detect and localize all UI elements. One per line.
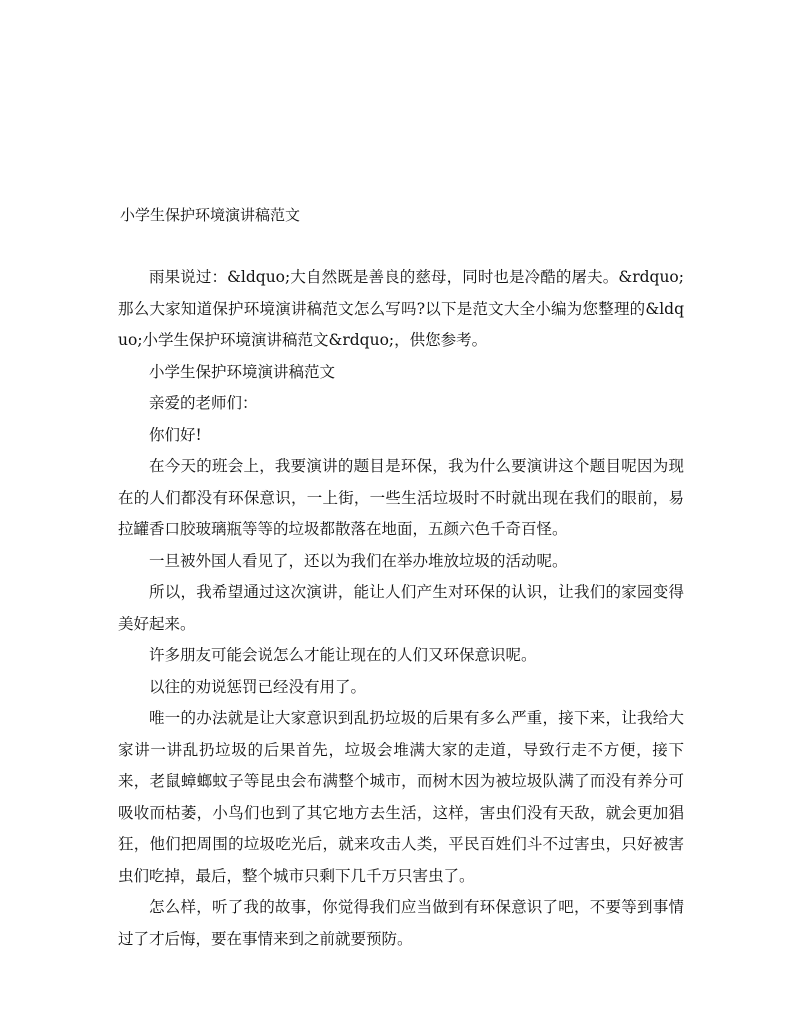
paragraph-past-methods: 以往的劝说惩罚已经没有用了。 [149,677,367,696]
paragraph-topic: 在今天的班会上，我要演讲的题目是环保，我为什么要演讲这个题目呢因为现在的人们都没有环保意识，一上街，一些生活垃圾时不时就出现在我们的眼前，易拉罐香口胶玻璃瓶等等的垃圾都散落在地面，五颜六色千奇百怪。 [118,457,684,538]
paragraph-foreigners: 一旦被外国人看见了，还以为我们在举办堆放垃圾的活动呢。 [149,551,568,570]
paragraph-salutation: 亲爱的老师们： [149,394,258,412]
paragraph-conclusion: 怎么样，听了我的故事，你觉得我们应当做到有环保意识了吧，不要等到事情过了才后悔，要在事情来到之前就要预防。 [118,898,684,948]
paragraph-consequences: 唯一的办法就是让大家意识到乱扔垃圾的后果有多么严重，接下来，让我给大家讲一讲乱扔垃圾的后果首先，垃圾会堆满大家的走道，导致行走不方便，接下来，老鼠蟑螂蚊子等昆虫会布满整个城市，而树木因为被垃圾队满了而没有养分可吸收而枯萎，小鸟们也到了其它地方去生活，这样，害虫们没有天敌，就会更加猖狂，他们把周围的垃圾吃光后，就来攻击人类，平民百姓们斗不过害虫，只好被害虫们吃掉，最后，整个城市只剩下几千万只害虫了。 [118,709,684,885]
paragraph-greeting: 你们好! [149,425,202,444]
paragraph-hope: 所以，我希望通过这次演讲，能让人们产生对环保的认识，让我们的家园变得美好起来。 [118,583,684,633]
paragraph-intro: 雨果说过：&ldquo;大自然既是善良的慈母，同时也是冷酷的屠夫。&rdquo;那么大家知道保护环境演讲稿范文怎么写吗?以下是范文大全小编为您整理的&ldquo;小学生保护环境演讲稿范文&rdquo;，供您参考。 [118,268,684,349]
document-title: 小学生保护环境演讲稿范文 [120,206,301,224]
paragraph-subtitle: 小学生保护环境演讲稿范文 [149,362,336,381]
paragraph-friends-question: 许多朋友可能会说怎么才能让现在的人们又环保意识呢。 [149,646,537,664]
document-body [118,262,684,955]
